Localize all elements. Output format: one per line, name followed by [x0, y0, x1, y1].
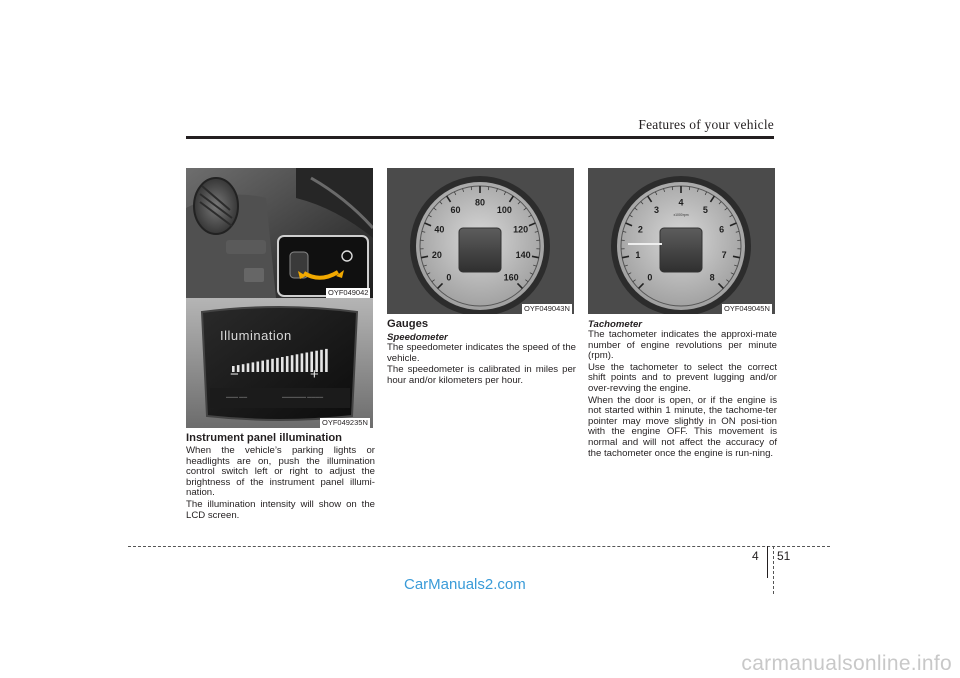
tachometer-unit-label: x1000rpm	[673, 213, 689, 217]
svg-text:▬▬▬▬▬▬ ▬▬▬▬: ▬▬▬▬▬▬ ▬▬▬▬	[282, 394, 324, 399]
lcd-level-bar	[291, 355, 294, 372]
speedometer-paragraph: The speedometer is calibrated in miles per hour and/or kilometers per hour.	[387, 364, 576, 386]
page-number: 51	[777, 549, 791, 563]
tachometer-gauge	[588, 168, 775, 314]
lcd-level-bar	[266, 360, 269, 372]
lcd-level-bar	[247, 363, 250, 372]
chapter-number: 4	[752, 549, 759, 563]
lcd-level-bar	[325, 349, 328, 372]
column-illumination	[186, 432, 375, 522]
gauge-tick-label: 120	[513, 224, 529, 235]
gauge-tick-label: 60	[450, 204, 461, 215]
gauge-tick-label: 3	[654, 204, 660, 215]
gauge-tick-label: 8	[709, 272, 715, 283]
tachometer-figure	[588, 168, 775, 314]
gauges-heading: Gauges	[387, 318, 429, 330]
lcd-level-bar	[257, 362, 260, 373]
lcd-minus-sign: −	[230, 366, 239, 383]
site-link[interactable]: CarManuals2.com	[404, 576, 526, 593]
lcd-level-bar	[286, 356, 289, 372]
footer-dashed-rule	[128, 546, 830, 547]
dashboard-photo	[186, 168, 373, 298]
lcd-screen-title: Illumination	[220, 328, 292, 343]
tachometer-paragraph: The tachometer indicates the approxi-mate number of engine revolutions per minute (rpm).	[588, 329, 777, 362]
gauge-tick-label: 100	[496, 204, 512, 215]
figure-code-speedometer: OYF049043N	[524, 304, 570, 313]
lcd-level-bar	[296, 354, 299, 372]
lcd-level-bar	[252, 362, 255, 372]
gauge-tick-label: 20	[431, 250, 442, 261]
dashboard-photo-drawing	[186, 168, 373, 298]
illumination-paragraph: The illumination intensity will show on the LCD screen.	[186, 498, 375, 521]
gauge-tick-label: 160	[503, 272, 519, 283]
figure-code-tachometer: OYF049045N	[724, 304, 770, 313]
lcd-level-bar	[276, 358, 279, 372]
gauge-tick-label: 80	[474, 197, 486, 208]
column-gauges	[387, 318, 576, 387]
lcd-level-bar	[301, 353, 304, 372]
footer-brand-watermark: carmanualsonline.info	[741, 652, 952, 675]
gauge-tick-label: 1	[635, 250, 641, 261]
gauge-tick-label: 7	[721, 250, 727, 261]
lcd-level-bar	[242, 364, 245, 372]
tachometer-subheading: Tachometer	[588, 319, 643, 330]
lcd-level-bar	[320, 350, 323, 372]
figure-code-dashboard: OYF049042	[328, 288, 369, 297]
page-number-divider	[767, 546, 768, 578]
speedometer-figure	[387, 168, 574, 314]
lcd-level-bar	[271, 359, 274, 372]
gauge-tick-label: 6	[719, 224, 725, 235]
header-rule	[186, 136, 774, 139]
gauge-tick-label: 140	[515, 250, 531, 261]
tachometer-paragraph: Use the tachometer to select the correct shift points and to prevent lugging and/or over-revving the engine.	[588, 361, 777, 394]
lcd-plus-sign: +	[310, 366, 319, 383]
speedometer-paragraph: The speedometer indicates the speed of the vehicle.	[387, 342, 576, 364]
speedometer-subheading: Speedometer	[387, 332, 448, 343]
column-tachometer	[588, 319, 777, 460]
tachometer-paragraph: When the door is open, or if the engine is not started within 1 minute, the tachome-ter pointer may move slightly in ON posi-tion with the engine OFF. This movement is normal and will not affect the accuracy of the tachometer once the engine is run-ning.	[588, 394, 777, 459]
illumination-lcd-figure	[186, 298, 373, 428]
lcd-level-bar	[261, 361, 264, 372]
lcd-level-bar	[306, 353, 309, 373]
section-title: Features of your vehicle	[638, 117, 774, 132]
gauge-tick-label: 4	[678, 197, 684, 208]
speedometer-gauge	[387, 168, 574, 314]
gauge-tick-label: 40	[434, 224, 445, 235]
gauge-tick-label: 0	[647, 272, 653, 283]
gauge-tick-label: 2	[637, 224, 643, 235]
page-margin-mark	[773, 546, 774, 594]
illumination-paragraph: When the vehicle’s parking lights or headlights are on, push the illumination control switch left or right to adjust the brightness of the instrument panel illumi-nation.	[186, 445, 375, 499]
lcd-frame-drawing	[186, 298, 373, 428]
svg-text:▬▬▬ ▬▬: ▬▬▬ ▬▬	[226, 394, 248, 399]
figure-code-lcd: OYF049235N	[322, 418, 368, 427]
gauge-tick-label: 0	[446, 272, 452, 283]
gauge-tick-label: 5	[702, 204, 708, 215]
illumination-heading: Instrument panel illumination	[186, 432, 343, 444]
lcd-level-bar	[281, 357, 284, 372]
